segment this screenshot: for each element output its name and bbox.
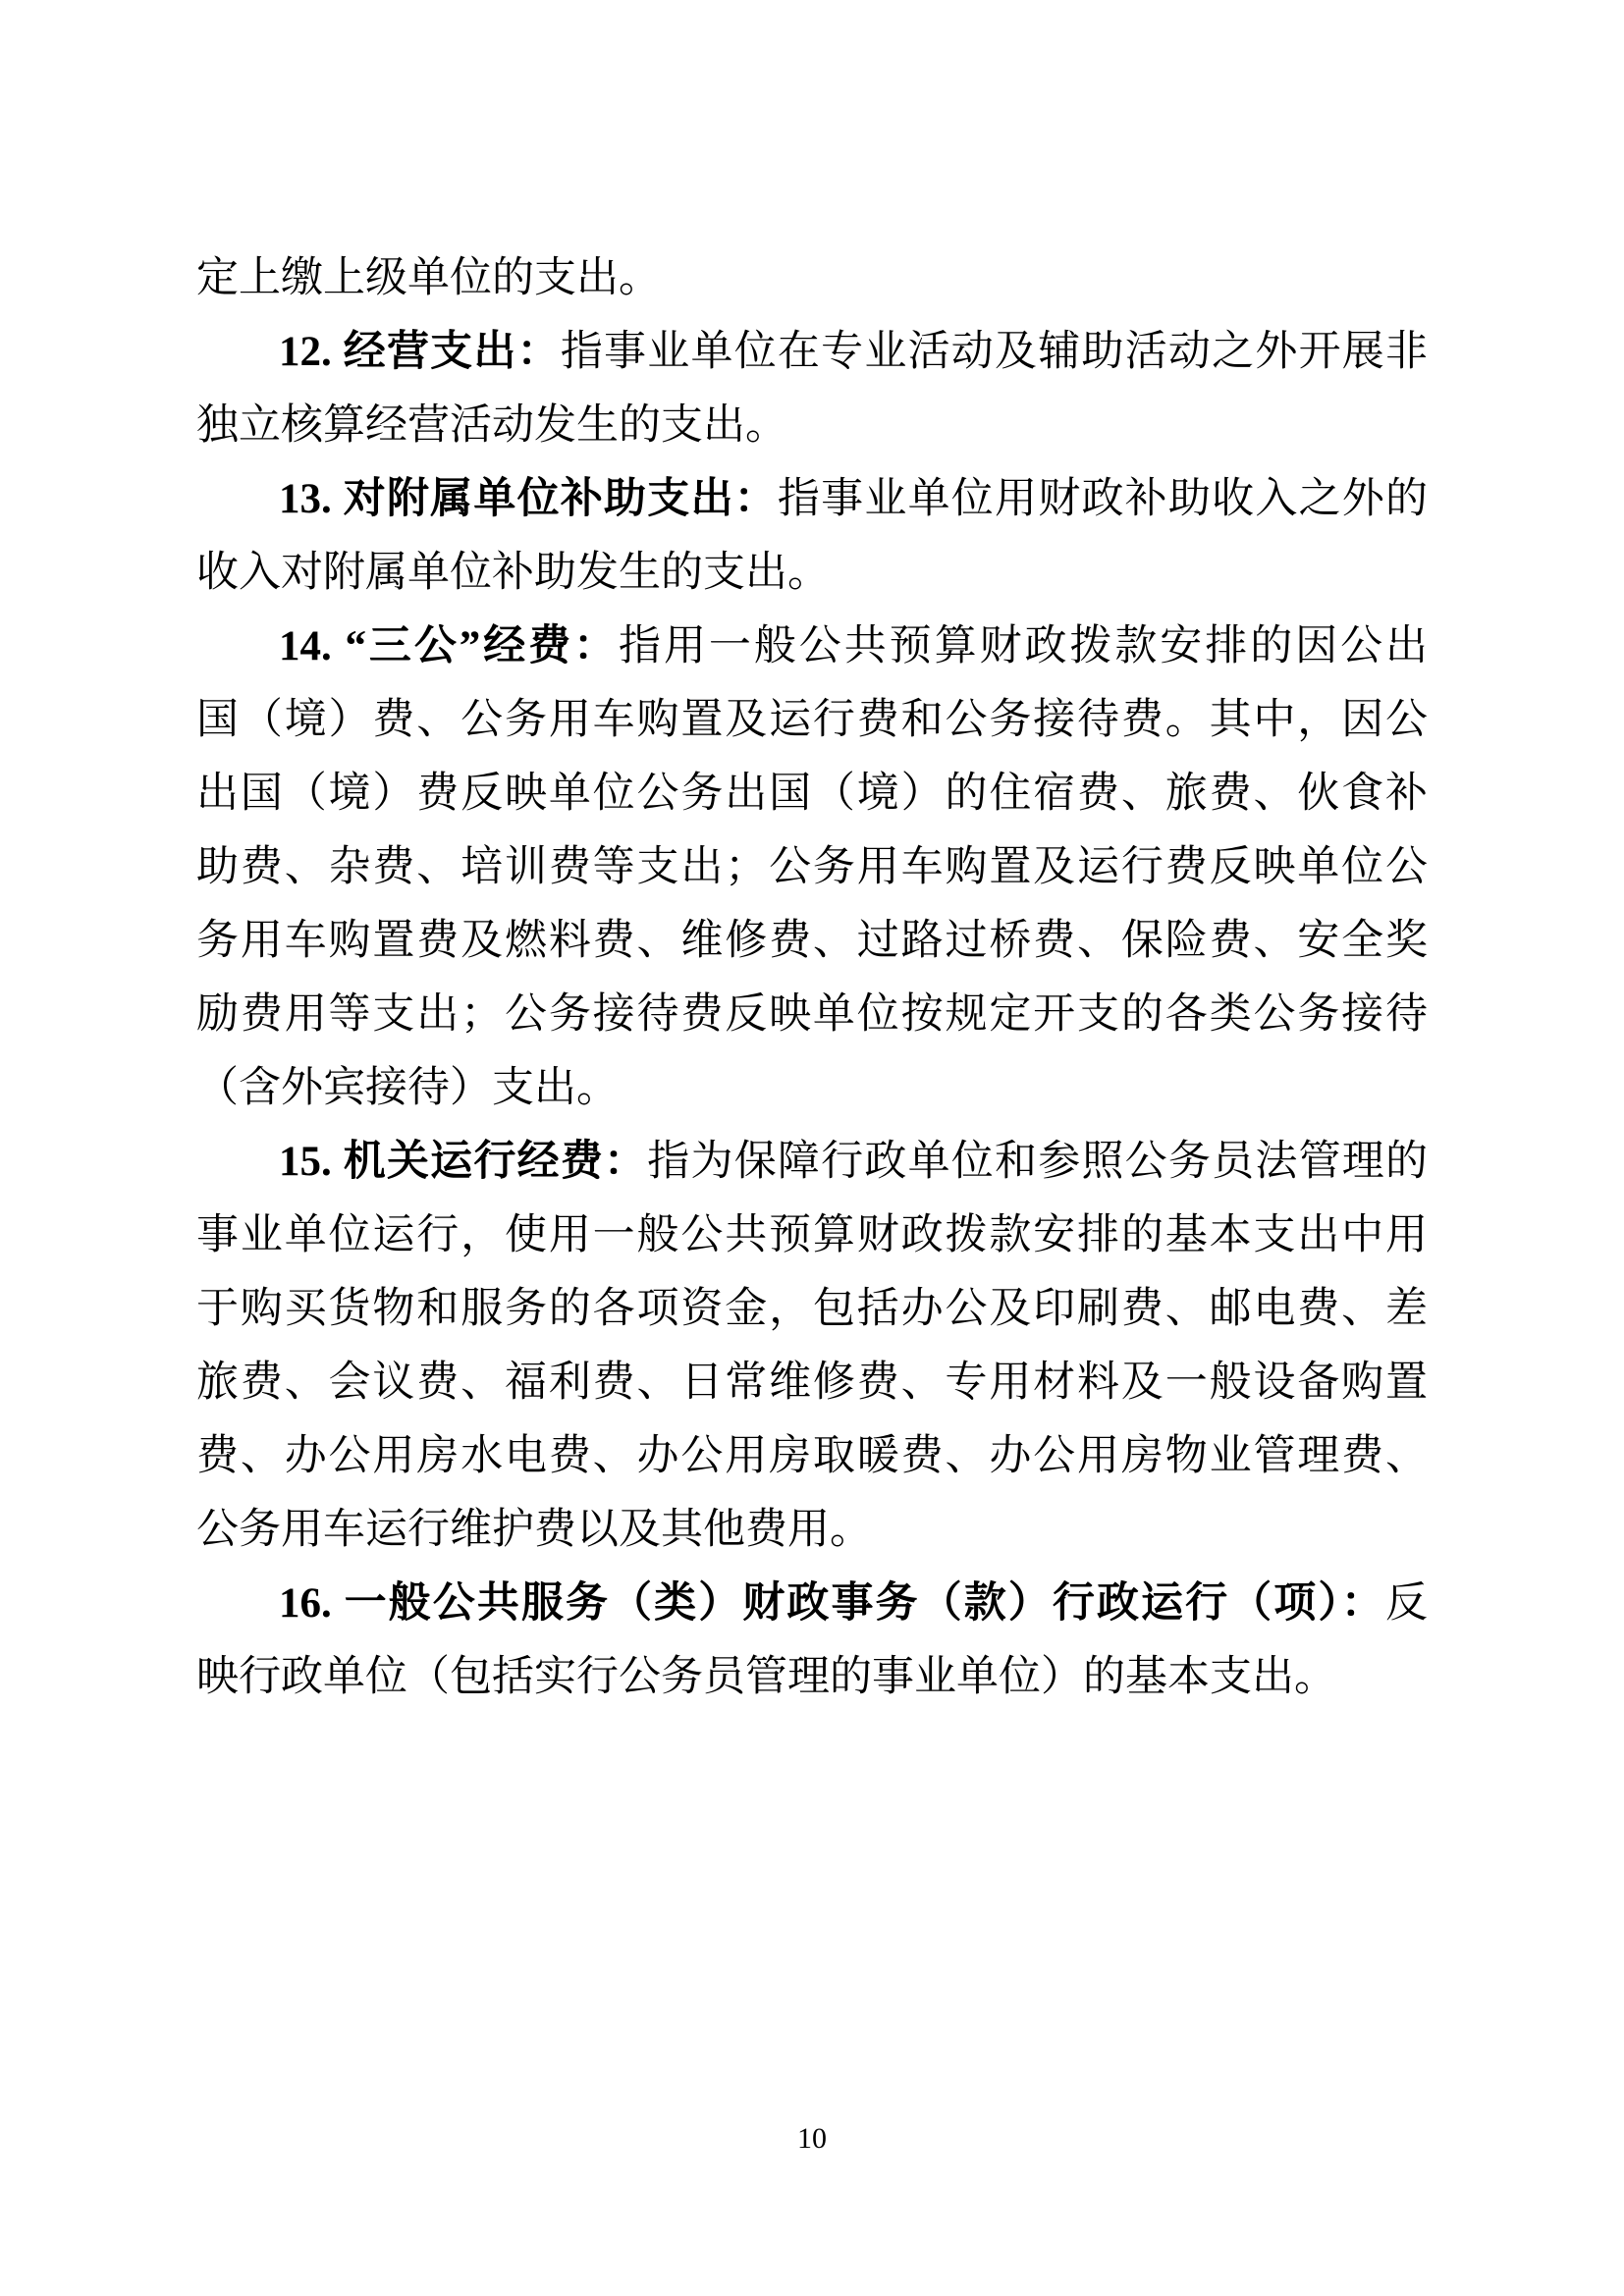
text-line — [196, 1199, 1428, 1272]
text-line — [196, 683, 1428, 757]
bold-run: 16. 一般公共服务（类）财政事务（款）行政运行（项）： — [279, 1580, 1385, 1627]
text-run: （含外宾接待）支出。 — [196, 1065, 619, 1111]
text-run: 助费、杂费、培训费等支出；公务用车购置及运行费反映单位公 — [196, 844, 1428, 890]
text-run: 于购买货物和服务的各项资金，包括办公及印刷费、邮电费、差 — [196, 1286, 1428, 1332]
text-line — [196, 315, 1428, 389]
text-line — [196, 904, 1428, 978]
text-run: 国（境）费、公务用车购置及运行费和公务接待费。其中，因公 — [196, 697, 1428, 743]
text-line — [196, 1640, 1428, 1714]
text-line — [196, 1125, 1428, 1199]
page-number: 10 — [797, 2122, 827, 2155]
text-line — [196, 1051, 1428, 1125]
text-run: 务用车购置费及燃料费、维修费、过路过桥费、保险费、安全奖 — [196, 918, 1428, 964]
text-run: 指事业单位在专业活动及辅助活动之外开展非 — [560, 329, 1429, 375]
text-line — [196, 978, 1428, 1051]
bold-run: 14. “三公”经费： — [279, 623, 620, 669]
text-run: 费、办公用房水电费、办公用房取暖费、办公用房物业管理费、 — [196, 1433, 1428, 1479]
text-run: 指用一般公共预算财政拨款安排的因公出 — [619, 623, 1429, 669]
text-line — [196, 536, 1428, 610]
text-line — [196, 389, 1428, 462]
text-run: 旅费、会议费、福利费、日常维修费、专用材料及一般设备购置 — [196, 1360, 1428, 1406]
bold-run: 15. 机关运行经费： — [279, 1139, 648, 1185]
bold-run: 12. 经营支出： — [279, 329, 561, 375]
text-run: 出国（境）费反映单位公务出国（境）的住宿费、旅费、伙食补 — [196, 771, 1428, 817]
text-line — [196, 1346, 1428, 1419]
text-run: 独立核算经营活动发生的支出。 — [196, 402, 787, 449]
text-line — [196, 1419, 1428, 1493]
text-run: 定上缴上级单位的支出。 — [196, 255, 661, 301]
text-run: 映行政单位（包括实行公务员管理的事业单位）的基本支出。 — [196, 1654, 1336, 1700]
text-run: 指事业单位用财政补助收入之外的 — [777, 476, 1429, 522]
text-line — [196, 241, 1428, 315]
text-line — [196, 462, 1428, 536]
text-line — [196, 1493, 1428, 1567]
text-run: 公务用车运行维护费以及其他费用。 — [196, 1507, 872, 1553]
text-run: 励费用等支出；公务接待费反映单位按规定开支的各类公务接待 — [196, 991, 1428, 1038]
text-line — [196, 1272, 1428, 1346]
text-line — [196, 757, 1428, 830]
text-run: 指为保障行政单位和参照公务员法管理的 — [647, 1139, 1429, 1185]
text-run: 事业单位运行，使用一般公共预算财政拨款安排的基本支出中用 — [196, 1212, 1428, 1258]
text-run: 收入对附属单位补助发生的支出。 — [196, 550, 830, 596]
text-run: 反 — [1385, 1580, 1428, 1627]
text-line — [196, 830, 1428, 904]
text-line — [196, 1567, 1428, 1640]
body-text — [196, 241, 1428, 1714]
text-line — [196, 610, 1428, 683]
bold-run: 13. 对附属单位补助支出： — [279, 476, 778, 522]
